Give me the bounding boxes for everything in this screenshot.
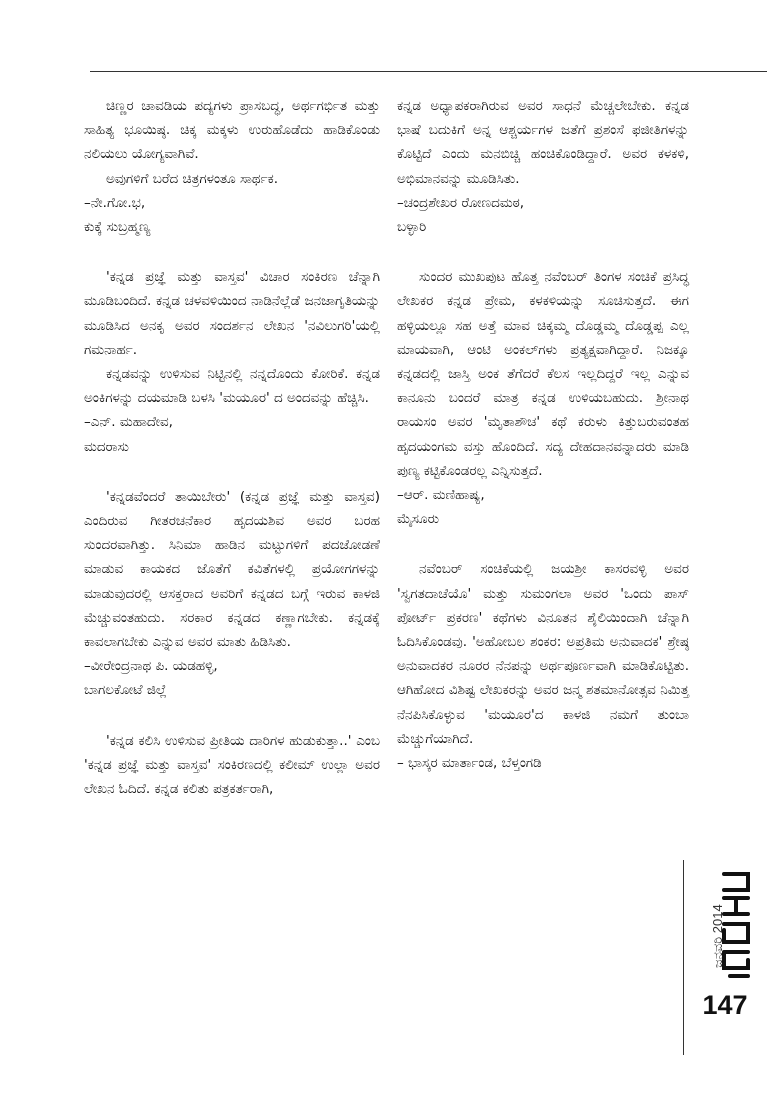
letter-paragraph: ಅವುಗಳಿಗೆ ಬರೆದ ಚಿತ್ರಗಳಂತೂ ಸಾರ್ಥಕ. <box>106 170 279 187</box>
letter-signature-name: –ಚಂದ್ರಶೇಖರ ರೋಣದಮಠ, <box>397 194 525 211</box>
letter-signature-place: ಕುಕ್ಕೆ ಸುಬ್ರಹ್ಮಣ್ಯ <box>84 219 151 236</box>
letter <box>84 485 380 703</box>
letter-paragraph: ಕನ್ನಡ ಅಧ್ಯಾಪಕರಾಗಿರುವ ಅವರ ಸಾಧನೆ ಮೆಚ್ಚಲೇಬೇಕು. ಕನ್ನಡ ಭಾಷೆ ಬದುಕಿಗೆ ಅನ್ನ ಆಶ್ಚರ್ಯಗಳ ಜತೆಗೆ ಪ್ರಶಂಸೆ ಫಜೀತಿಗಳನ್ನು ಕೊಟ್ಟಿದೆ ಎಂದು ಮನಬಿಚ್ಚಿ ಹಂಚಿಕೊಂಡಿದ್ದಾರೆ. ಅವರ ಕಳಕಳಿ, ಅಭಿಮಾನವನ್ನು ಮೂಡಿಸಿತು. <box>397 98 689 187</box>
letter-paragraph: ಕನ್ನಡವನ್ನು ಉಳಿಸುವ ನಿಟ್ಟಿನಲ್ಲಿ ನನ್ನದೊಂದು ಕೋರಿಕೆ. ಕನ್ನಡ ಅಂಕಿಗಳನ್ನು ದಯಮಾಡಿ ಬಳಸಿ 'ಮಯೂರ' ದ ಅಂದವನ್ನು ಹೆಚ್ಚಿಸಿ. <box>84 366 380 407</box>
letter-signature-name: –ನೇ.ಗೋ.ಭ, <box>84 194 146 211</box>
page-number: 147 <box>702 990 748 1020</box>
letter-signature-place: ಬಳ್ಳಾರಿ <box>397 219 427 236</box>
letter <box>397 94 689 239</box>
letter-signature-name: –ಎನ್. ಮಹಾದೇವ, <box>84 414 173 431</box>
letter-signature-place: ಮದರಾಸು <box>84 438 129 455</box>
letter-paragraph: ನವೆಂಬರ್ ಸಂಚಿಕೆಯಲ್ಲಿ ಜಯಶ್ರೀ ಕಾಸರವಳ್ಳಿ ಅವರ 'ಸ್ವಗತದಾಚೆಯೊ' ಮತ್ತು ಸುಮಂಗಲಾ ಅವರ 'ಒಂದು ಪಾಸ್ ಪೋರ್ಟ್ ಪ್ರಕರಣ' ಕಥೆಗಳು ವಿನೂತನ ಶೈಲಿಯಿಂದಾಗಿ ಚೆನ್ನಾಗಿ ಓದಿಸಿಕೊಂಡವು. 'ಅಹೋಬಲ ಶಂಕರ: ಅಪ್ರತಿಮ ಅನುವಾದಕ' ಶ್ರೇಷ್ಠ ಅನುವಾದಕರ ನೂರರ ನೆನಪನ್ನು ಅರ್ಥಪೂರ್ಣವಾಗಿ ಮಾಡಿಕೊಟ್ಟಿತು. ಆಗಿಹೋದ ವಿಶಿಷ್ಟ ಲೇಖಕರನ್ನು ಅವರ ಜನ್ಮ ಶತಮಾನೋತ್ಸವ ನಿಮಿತ್ತ ನೆನಪಿಸಿಕೊಳ್ಳುವ 'ಮಯೂರ'ದ ಕಾಳಜಿ ನಮಗೆ ತುಂಬಾ ಮೆಚ್ಚುಗೆಯಾಗಿದೆ. <box>397 561 689 747</box>
magazine-logo-icon <box>716 868 756 986</box>
magazine-logo <box>716 868 756 986</box>
letter-paragraph: 'ಕನ್ನಡ ಪ್ರಜ್ಞೆ ಮತ್ತು ವಾಸ್ತವ' ವಿಚಾರ ಸಂಕಿರಣ ಚೆನ್ನಾಗಿ ಮೂಡಿಬಂದಿದೆ. ಕನ್ನಡ ಚಳವಳಿಯಿಂದ ನಾಡಿನೆಲ್ಲೆಡೆ ಜನಜಾಗೃತಿಯನ್ನು ಮೂಡಿಸಿದ ಅನಕೃ ಅವರ ಸಂದರ್ಶನ ಲೇಖನ 'ನವಿಲುಗರಿ'ಯಲ್ಲಿ ಗಮನಾರ್ಹ. <box>84 269 380 358</box>
letter <box>84 265 380 459</box>
left-column <box>84 94 380 827</box>
letter-paragraph: 'ಕನ್ನಡವೆಂದರೆ ತಾಯಿಬೇರು' (ಕನ್ನಡ ಪ್ರಜ್ಞೆ ಮತ್ತು ವಾಸ್ತವ) ಎಂದಿರುವ ಗೀತರಚನೆಕಾರ ಹೃದಯಶಿವ ಅವರ ಬರಹ ಸುಂದರವಾಗಿತ್ತು. ಸಿನಿಮಾ ಹಾಡಿನ ಮಟ್ಟುಗಳಿಗೆ ಪದಜೋಡಣೆ ಮಾಡುವ ಕಾಯಕದ ಜೊತೆಗೆ ಕವಿತೆಗಳಲ್ಲಿ ಪ್ರಯೋಗಗಳನ್ನು ಮಾಡುವುದರಲ್ಲಿ ಆಸಕ್ತರಾದ ಅವರಿಗೆ ಕನ್ನಡದ ಬಗ್ಗೆ ಇರುವ ಕಾಳಜಿ ಮೆಚ್ಚುವಂತಹುದು. ಸರಕಾರ ಕನ್ನಡದ ಕಣ್ಣಾಗಬೇಕು. ಕನ್ನಡಕ್ಕೆ ಕಾವಲಾಗಬೇಕು ಎನ್ನುವ ಅವರ ಮಾತು ಹಿಡಿಸಿತು. <box>84 488 380 651</box>
letter-signature-place: ಮೈಸೂರು <box>397 511 439 528</box>
issue-date: ಜನವರಿ 2014 <box>710 904 725 968</box>
column-divider <box>683 860 684 1055</box>
letter-signature-place: ಬಾಗಲಕೋಟೆ ಜಿಲ್ಲೆ <box>84 682 167 699</box>
letter-signature-name: – ಭಾಸ್ಕರ ಮಾರ್ತಾಂಡ, ಬೆಳ್ತಂಗಡಿ <box>397 755 542 772</box>
letter-signature-name: –ಆರ್. ಮಣಿಹಾಷ್ಯ, <box>397 487 485 504</box>
letter-paragraph: 'ಕನ್ನಡ ಕಲಿಸಿ ಉಳಿಸುವ ಪ್ರೀತಿಯ ದಾರಿಗಳ ಹುಡುಕುತ್ತಾ..' ಎಂಬ 'ಕನ್ನಡ ಪ್ರಜ್ಞೆ ಮತ್ತು ವಾಸ್ತವ' ಸಂಕಿರಣದಲ್ಲಿ ಕಲೀಮ್ ಉಲ್ಲಾ ಅವರ ಲೇಖನ ಓದಿದೆ. ಕನ್ನಡ ಕಲಿತು ಪತ್ರಕರ್ತರಾಗಿ, <box>84 732 380 798</box>
letter <box>397 557 689 775</box>
header-rule <box>90 71 767 72</box>
letter <box>84 94 380 239</box>
right-column <box>397 94 689 801</box>
letter-paragraph: ಸುಂದರ ಮುಖಪುಟ ಹೊತ್ತ ನವೆಂಬರ್ ತಿಂಗಳ ಸಂಚಿಕೆ ಪ್ರಸಿದ್ಧ ಲೇಖಕರ ಕನ್ನಡ ಪ್ರೇಮ, ಕಳಕಳಿಯನ್ನು ಸೂಚಿಸುತ್ತದೆ. ಈಗ ಹಳ್ಳಿಯಲ್ಲೂ ಸಹ ಅತ್ತೆ ಮಾವ ಚಿಕ್ಕಮ್ಮ ದೊಡ್ಡಮ್ಮ ದೊಡ್ಡಪ್ಪ ಎಲ್ಲ ಮಾಯವಾಗಿ, ಆಂಟಿ ಅಂಕಲ್‌ಗಳು ಪ್ರತ್ಯಕ್ಷವಾಗಿದ್ದಾರೆ. ನಿಜಕ್ಕೂ ಕನ್ನಡದಲ್ಲಿ ಜಾಸ್ತಿ ಅಂಕ ತೆಗೆದರೆ ಕೆಲಸ ಇಲ್ಲದಿದ್ದರೆ ಇಲ್ಲ ಎನ್ನುವ ಕಾನೂನು ಬಂದರೆ ಮಾತ್ರ ಕನ್ನಡ ಉಳಿಯಬಹುದು. ಶ್ರೀನಾಥ ರಾಯಸಂ ಅವರ 'ಮೃತಾಶೌಚ' ಕಥೆ ಕರುಳು ಕಿತ್ತುಬರುವಂತಹ ಹೃದಯಂಗಮ ವಸ್ತು ಹೊಂದಿದೆ. ಸದ್ಯ ದೇಹದಾನವನ್ನಾದರು ಮಾಡಿ ಪುಣ್ಯ ಕಟ್ಟಿಕೊಂಡರಲ್ಲ ಎನ್ನಿಸುತ್ತದೆ. <box>397 269 689 479</box>
letter-paragraph: ಚಿಣ್ಣರ ಚಾವಡಿಯ ಪದ್ಯಗಳು ಪ್ರಾಸಬದ್ಧ, ಅರ್ಥಗರ್ಭಿತ ಮತ್ತು ಸಾಹಿತ್ಯ ಭೂಯಿಷ್ಠ. ಚಿಕ್ಕ ಮಕ್ಕಳು ಉರುಹೊಡೆದು ಹಾಡಿಕೊಂಡು ನಲಿಯಲು ಯೋಗ್ಯವಾಗಿವೆ. <box>84 98 380 163</box>
letter <box>397 265 689 531</box>
letter-signature-name: –ವೀರೇಂದ್ರನಾಥ ಪಿ. ಯಡಹಳ್ಳಿ, <box>84 658 218 675</box>
letter <box>84 729 380 802</box>
